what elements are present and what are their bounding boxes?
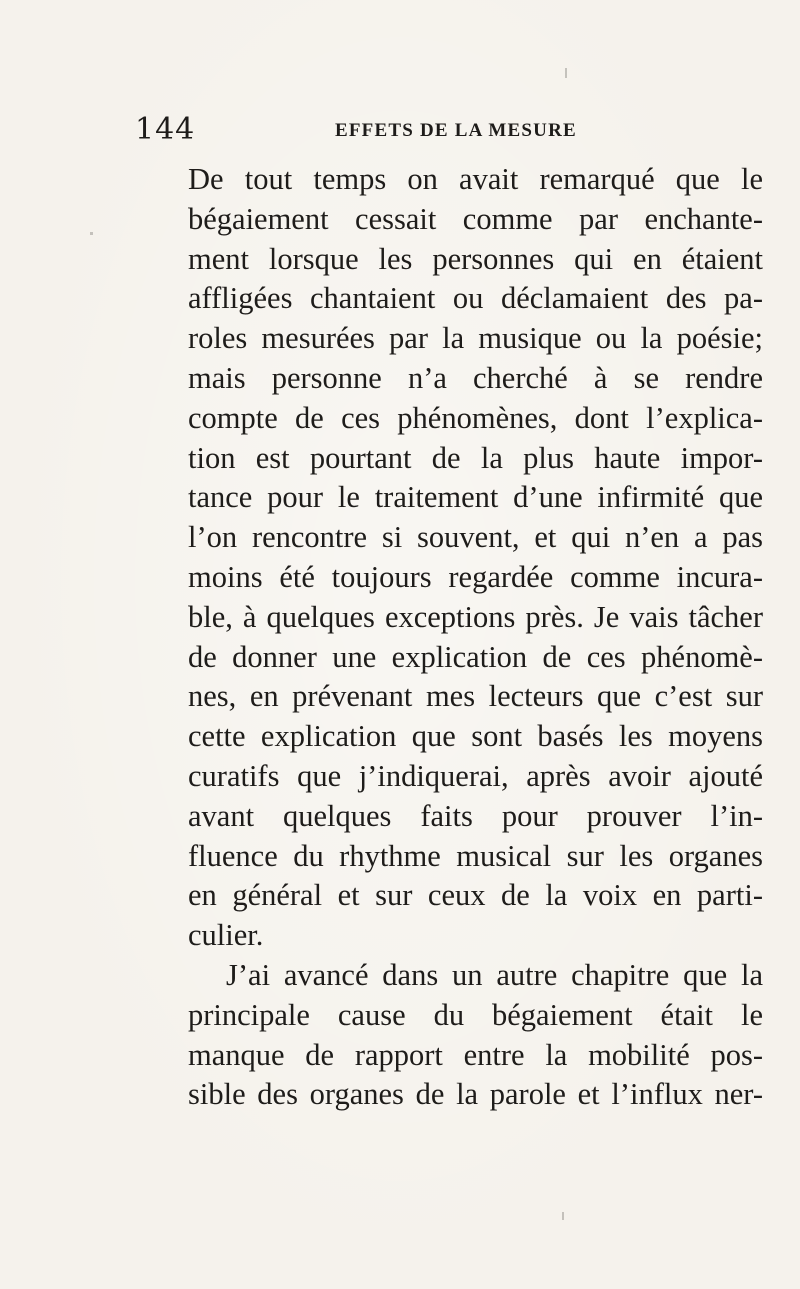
text-line: sible des organes de la parole et l’influx ner- [188, 1077, 763, 1112]
text-line: bégaiement cessait comme par enchante- [188, 201, 763, 236]
text-line: nes, en prévenant mes lecteurs que c’est sur [188, 679, 763, 714]
body-text [188, 160, 763, 1115]
text-line: ble, à quelques exceptions près. Je vais tâcher [188, 599, 763, 634]
text-line: affligées chantaient ou déclamaient des pa- [188, 281, 763, 316]
text-line: manque de rapport entre la mobilité pos- [188, 1037, 763, 1072]
page-number: 144 [135, 112, 196, 147]
text-line: roles mesurées par la musique ou la poésie; [188, 321, 763, 356]
text-line: De tout temps on avait remarqué que le [188, 162, 763, 196]
text-line: mais personne n’a cherché à se rendre [188, 360, 763, 395]
text-line: de donner une explication de ces phénomè- [188, 639, 763, 674]
text-line: curatifs que j’indiquerai, après avoir ajouté [188, 758, 763, 793]
paragraph-end-line: culier. [188, 918, 264, 953]
paper-speck [90, 232, 93, 235]
text-line: cette explication que sont basés les moyens [188, 719, 763, 754]
text-line: ment lorsque les personnes qui en étaient [188, 241, 763, 276]
paper-speck [565, 68, 567, 78]
running-title: EFFETS DE LA MESURE [335, 120, 577, 141]
text-line: principale cause du bégaiement était le [188, 997, 763, 1032]
text-line: compte de ces phénomènes, dont l’explica- [188, 400, 763, 435]
text-line: fluence du rhythme musical sur les organes [188, 838, 763, 873]
running-head [135, 112, 755, 152]
paragraph-start-line: J’ai avancé dans un autre chapitre que la [226, 957, 763, 992]
text-line: en général et sur ceux de la voix en parti- [188, 878, 763, 913]
paper-speck [562, 1212, 564, 1220]
text-line: tance pour le traitement d’une infirmité que [188, 480, 763, 515]
text-line: l’on rencontre si souvent, et qui n’en a pas [188, 520, 763, 555]
text-line: moins été toujours regardée comme incura- [188, 559, 763, 594]
text-line: tion est pourtant de la plus haute impor- [188, 440, 763, 475]
text-line: avant quelques faits pour prouver l’in- [188, 798, 763, 833]
